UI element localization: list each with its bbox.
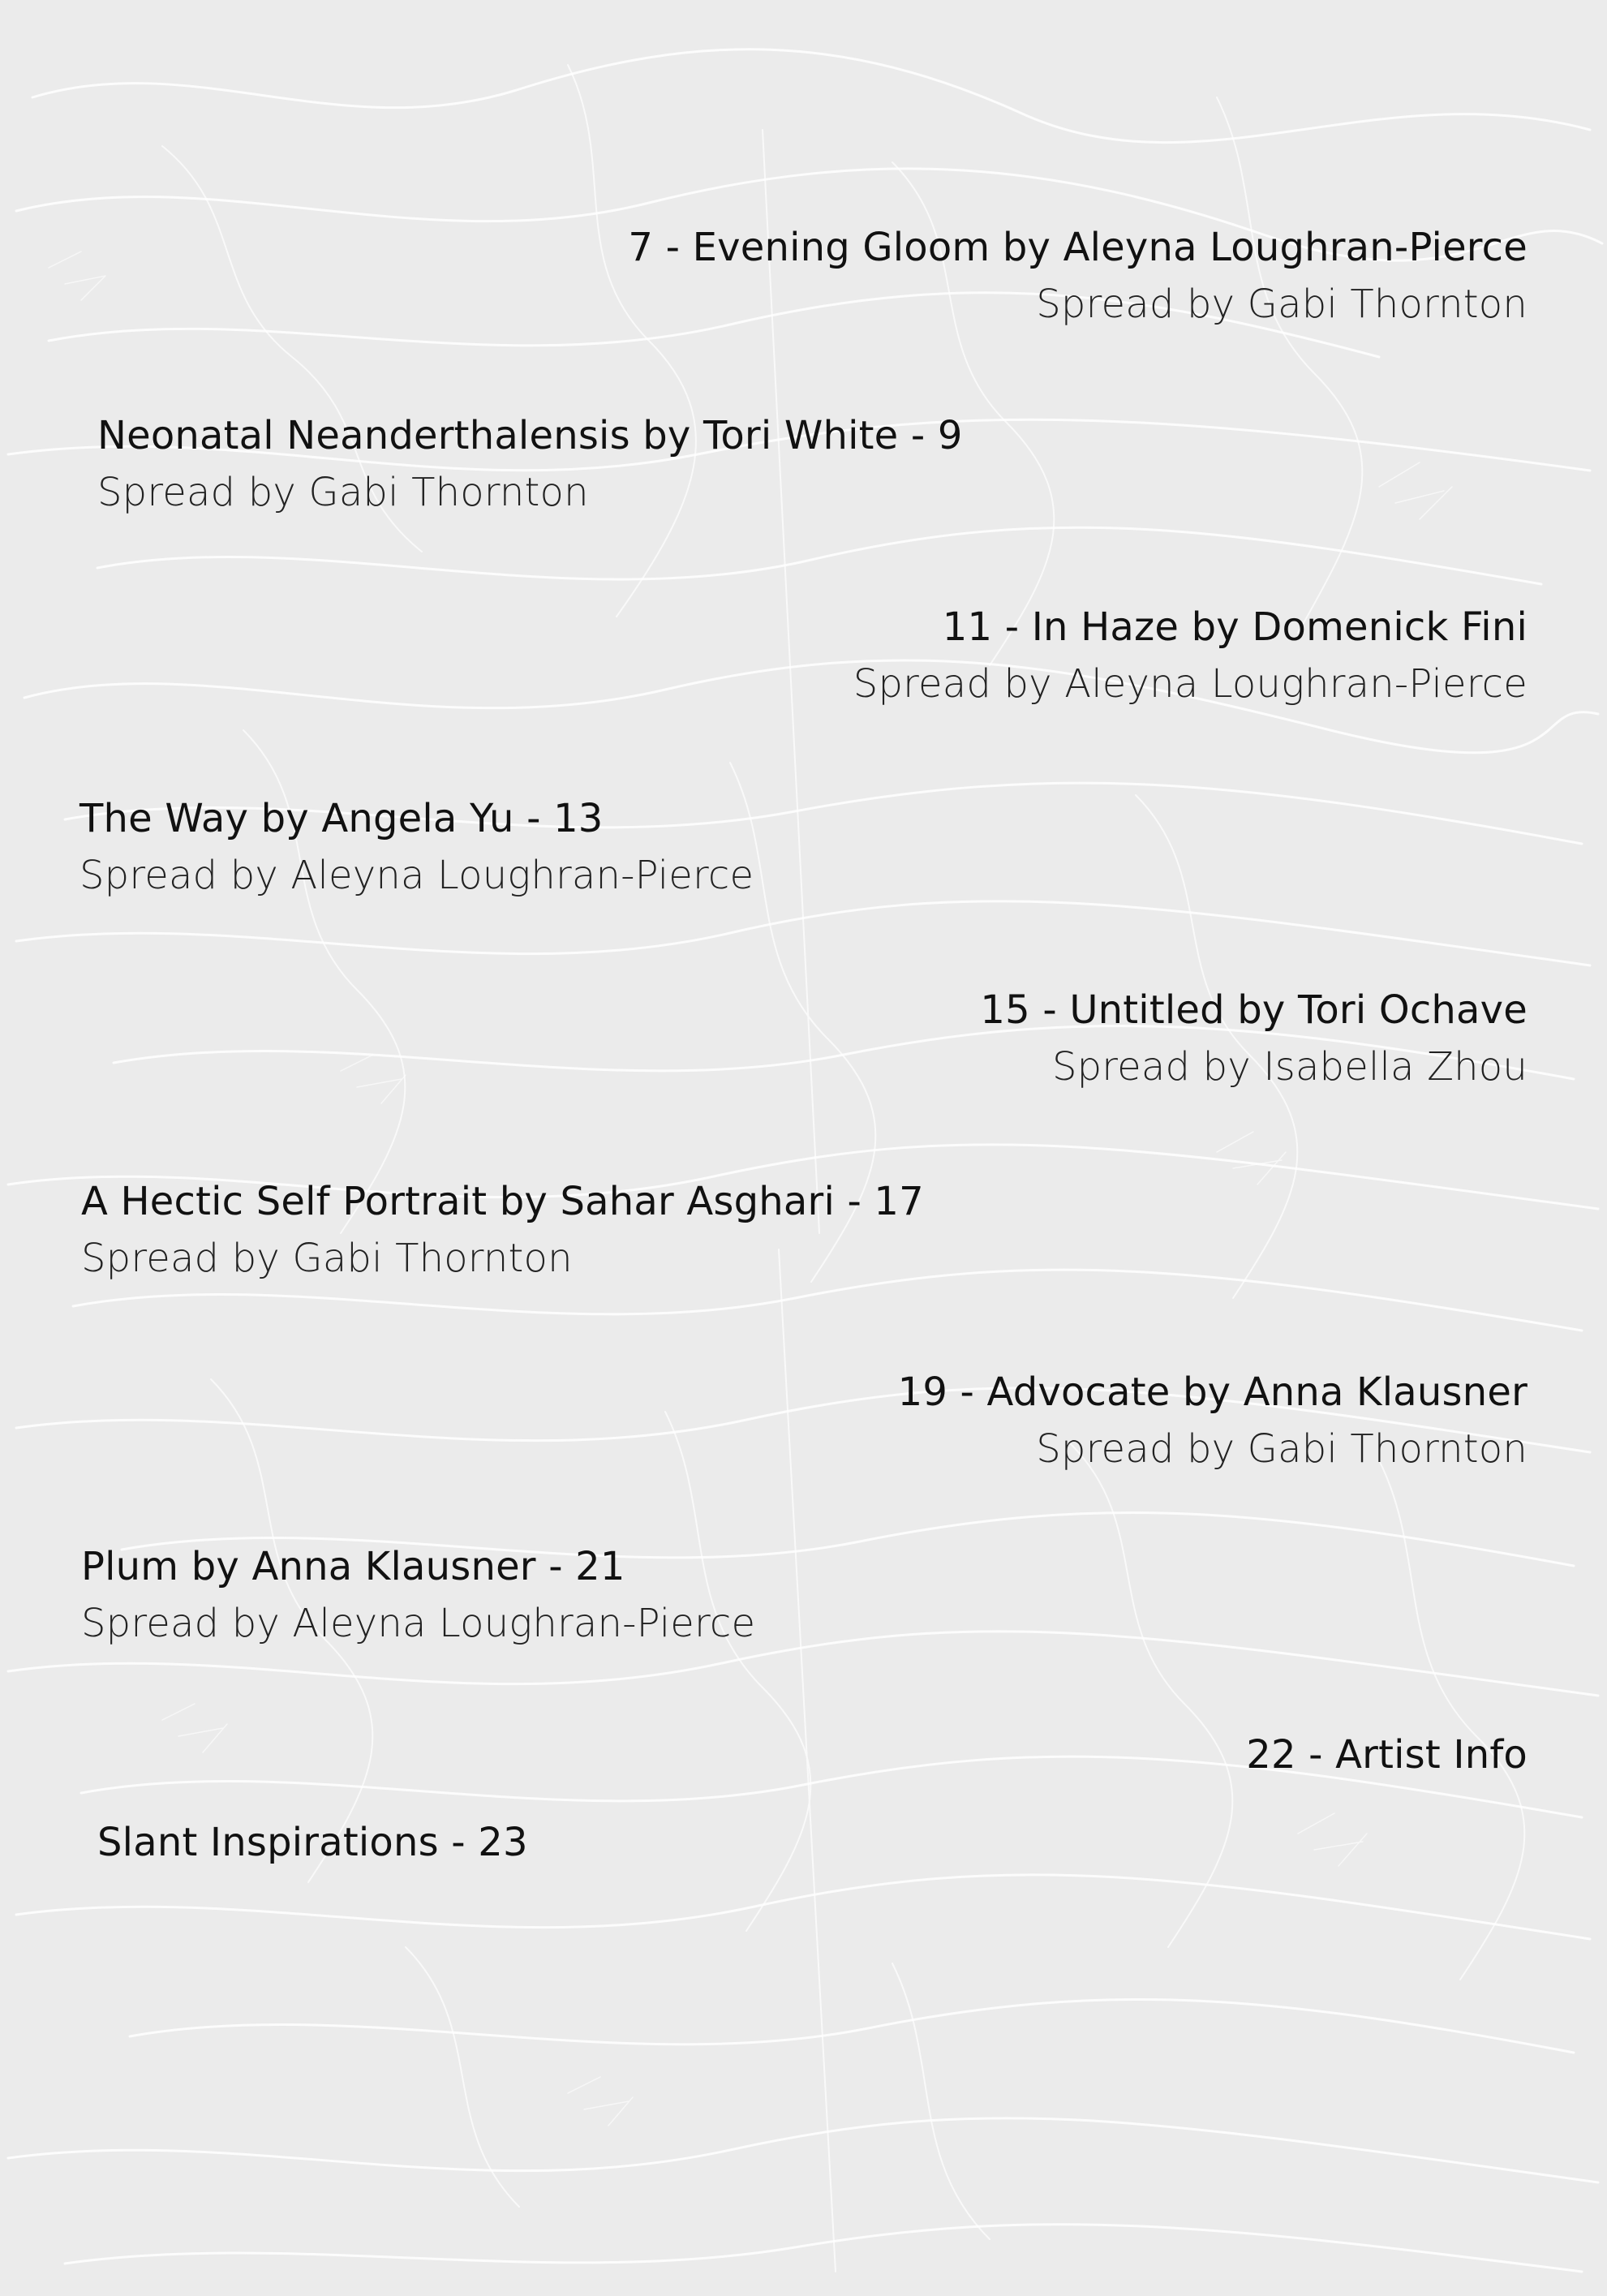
toc-entry-advocate bbox=[898, 1364, 1528, 1477]
toc-entry-title: 22 - Artist Info bbox=[1246, 1732, 1528, 1778]
toc-entry-neonatal-neanderthalensis bbox=[97, 407, 963, 521]
toc-entry-title: Slant Inspirations - 23 bbox=[97, 1820, 528, 1865]
toc-entry-evening-gloom bbox=[628, 219, 1528, 333]
toc-entry-in-haze bbox=[853, 599, 1528, 712]
toc-entry-title: The Way by Angela Yu - 13 bbox=[79, 796, 604, 841]
toc-entry-plum bbox=[81, 1538, 755, 1652]
toc-entry-credit: Spread by Aleyna Loughran-Pierce bbox=[81, 1601, 756, 1646]
toc-entry-credit: Spread by Gabi Thornton bbox=[97, 470, 589, 515]
toc-entry-credit: Spread by Gabi Thornton bbox=[81, 1236, 573, 1281]
toc-entry-credit: Spread by Isabella Zhou bbox=[1051, 1044, 1528, 1090]
toc-entry-slant-inspirations bbox=[97, 1814, 528, 1871]
toc-entry-the-way bbox=[79, 790, 754, 904]
toc-entry-hectic-self-portrait bbox=[81, 1173, 924, 1287]
toc-entry-title: 7 - Evening Gloom by Aleyna Loughran-Pierce bbox=[628, 225, 1528, 270]
toc-entry-title: Plum by Anna Klausner - 21 bbox=[81, 1544, 625, 1589]
toc-entry-title: 11 - In Haze by Domenick Fini bbox=[942, 604, 1528, 650]
toc-entry-artist-info bbox=[1246, 1726, 1528, 1783]
toc-entry-credit: Spread by Aleyna Loughran-Pierce bbox=[853, 661, 1528, 707]
toc-entry-title: 19 - Advocate by Anna Klausner bbox=[897, 1369, 1528, 1415]
toc-entry-credit: Spread by Gabi Thornton bbox=[1036, 282, 1528, 327]
toc-entry-credit: Spread by Gabi Thornton bbox=[1036, 1426, 1528, 1472]
toc-entry-title: 15 - Untitled by Tori Ochave bbox=[980, 987, 1528, 1033]
toc-entry-title: Neonatal Neanderthalensis by Tori White - 9 bbox=[97, 413, 963, 458]
toc-entry-untitled bbox=[980, 982, 1528, 1095]
toc-entry-credit: Spread by Aleyna Loughran-Pierce bbox=[79, 853, 754, 898]
toc-entry-title: A Hectic Self Portrait by Sahar Asghari - 17 bbox=[81, 1179, 924, 1224]
